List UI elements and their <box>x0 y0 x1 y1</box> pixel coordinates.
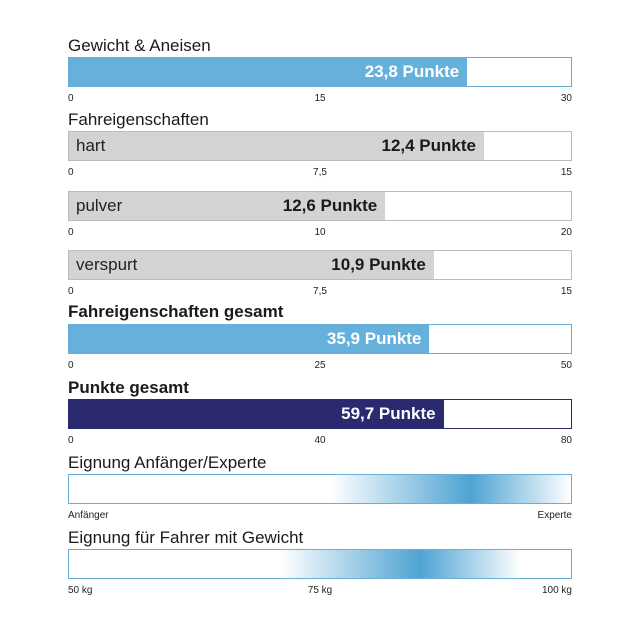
bar-track-ride-total <box>68 324 572 354</box>
bar-track-weight <box>68 57 572 87</box>
bar-fill-weight <box>69 58 467 86</box>
section-title-rider-weight: Eignung für Fahrer mit Gewicht <box>68 528 304 547</box>
gradient-bar-rider-weight <box>68 549 572 579</box>
tick-points-total-max: 80 <box>560 435 572 446</box>
bar-track-hart <box>68 131 572 161</box>
bar-value-hart: 12,4 Punkte <box>381 136 476 155</box>
section-title-points-total: Punkte gesamt <box>68 378 189 397</box>
bar-fill-points-total <box>69 400 444 428</box>
tick-pulver-mid: 10 <box>314 227 326 238</box>
tick-points-total-mid: 40 <box>314 435 326 446</box>
scale-label-weight-mid: 75 kg <box>307 585 333 596</box>
tick-ride-total-mid: 25 <box>314 360 326 371</box>
scale-label-weight-max: 100 kg <box>541 585 572 596</box>
tick-pulver-min: 0 <box>68 227 74 238</box>
tick-points-total-min: 0 <box>68 435 74 446</box>
tick-weight-max: 30 <box>560 93 572 104</box>
bar-value-points-total: 59,7 Punkte <box>341 404 436 423</box>
tick-hart-min: 0 <box>68 167 74 178</box>
bar-value-verspurt: 10,9 Punkte <box>331 255 426 274</box>
tick-ride-total-min: 0 <box>68 360 74 371</box>
scale-label-weight-min: 50 kg <box>68 585 93 596</box>
tick-pulver-max: 20 <box>560 227 572 238</box>
tick-verspurt-mid: 7,5 <box>313 286 327 297</box>
tick-verspurt-max: 15 <box>560 286 572 297</box>
tick-weight-mid: 15 <box>314 93 326 104</box>
bar-value-ride-total: 35,9 Punkte <box>326 329 422 348</box>
tick-hart-mid: 7,5 <box>313 167 327 178</box>
tick-ride-total-max: 50 <box>560 360 572 371</box>
tick-verspurt-min: 0 <box>68 286 74 297</box>
bar-value-pulver: 12,6 Punkte <box>282 196 378 215</box>
bar-value-weight: 23,8 Punkte <box>364 62 460 81</box>
bar-label-pulver: pulver <box>76 196 123 215</box>
section-title-ride-total: Fahreigenschaften gesamt <box>68 302 284 321</box>
scale-label-expert: Experte <box>537 510 572 521</box>
tick-weight-min: 0 <box>68 93 74 104</box>
section-title-weight: Gewicht & Aneisen <box>68 36 211 55</box>
tick-hart-max: 15 <box>560 167 572 178</box>
bar-label-hart: hart <box>76 136 106 155</box>
bar-track-pulver <box>68 191 572 221</box>
scale-label-beginner: Anfänger <box>68 510 109 521</box>
section-title-skill: Eignung Anfänger/Experte <box>68 453 267 472</box>
bar-label-verspurt: verspurt <box>76 255 138 274</box>
bar-track-verspurt <box>68 250 572 280</box>
gradient-bar-skill <box>68 474 572 504</box>
bar-fill-ride-total <box>69 325 429 353</box>
section-title-ride: Fahreigenschaften <box>68 110 209 129</box>
bar-fill-hart <box>69 132 484 160</box>
bar-track-points-total <box>68 399 572 429</box>
